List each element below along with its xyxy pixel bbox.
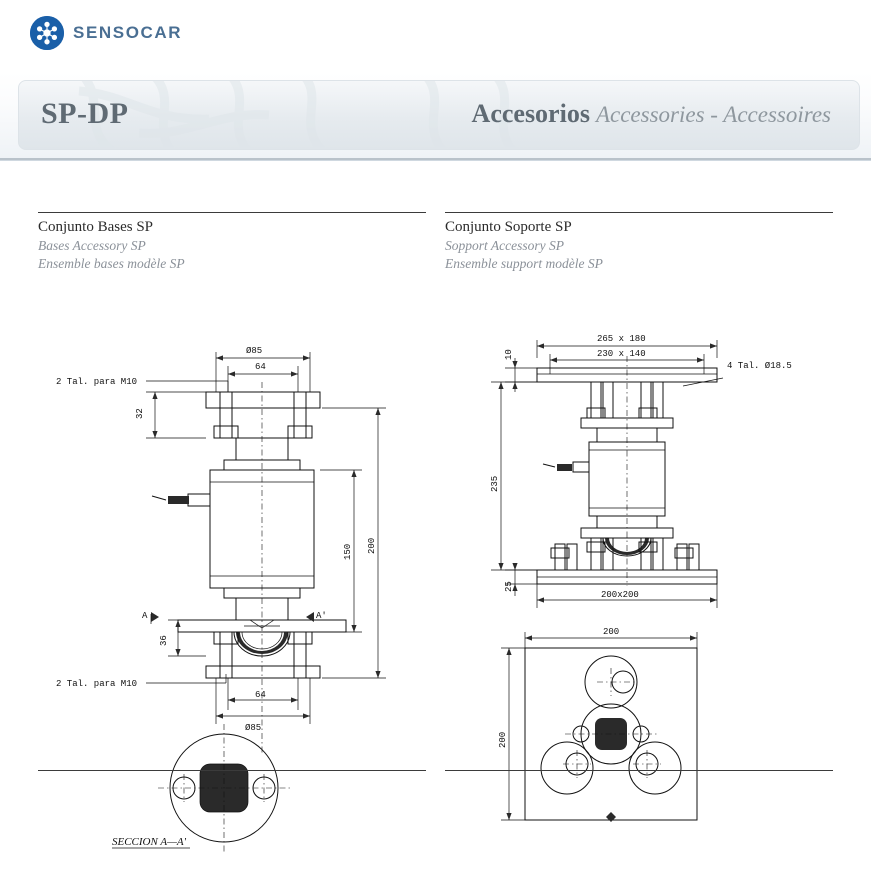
header-band bbox=[0, 0, 871, 72]
svg-text:2 Tal. para M10: 2 Tal. para M10 bbox=[56, 679, 138, 689]
svg-text:200: 200 bbox=[498, 731, 508, 748]
section-rule bbox=[445, 212, 833, 213]
section-bases-sp bbox=[38, 212, 426, 848]
svg-text:200: 200 bbox=[367, 537, 377, 554]
page-title-group bbox=[472, 99, 831, 129]
svg-text:150: 150 bbox=[343, 543, 353, 560]
page-title-main: Accesorios bbox=[471, 99, 590, 128]
svg-text:2 Tal. para M10: 2 Tal. para M10 bbox=[56, 377, 138, 387]
svg-text:Ø85: Ø85 bbox=[245, 723, 262, 733]
section-rule bbox=[38, 212, 426, 213]
svg-text:230 x 140: 230 x 140 bbox=[597, 349, 646, 359]
svg-text:36: 36 bbox=[159, 635, 169, 646]
svg-text:32: 32 bbox=[135, 408, 145, 419]
section-title-es: Conjunto Bases SP bbox=[38, 219, 154, 235]
section-title-fr: Ensemble bases modèle SP bbox=[38, 256, 185, 272]
svg-text:4 Tal. Ø18.5: 4 Tal. Ø18.5 bbox=[727, 361, 792, 371]
drawing-bases-sp bbox=[38, 296, 426, 861]
footer-rule-right bbox=[445, 770, 833, 771]
svg-text:235: 235 bbox=[490, 475, 500, 492]
svg-text:Ø85: Ø85 bbox=[246, 346, 263, 356]
svg-text:200x200: 200x200 bbox=[601, 590, 639, 600]
molecule-icon bbox=[30, 16, 64, 50]
footer-rule-left bbox=[38, 770, 426, 771]
svg-text:265 x 180: 265 x 180 bbox=[597, 334, 646, 344]
page-title-sub: Accessories - Accessoires bbox=[595, 102, 831, 127]
svg-text:A': A' bbox=[316, 611, 327, 621]
brand-name: SENSOCAR bbox=[73, 23, 183, 42]
svg-text:SECCION A—A': SECCION A—A' bbox=[112, 836, 186, 848]
section-title-en: Bases Accessory SP bbox=[38, 238, 146, 253]
title-divider bbox=[0, 158, 871, 160]
page-title-model: SP-DP bbox=[41, 97, 129, 130]
svg-text:A: A bbox=[142, 611, 148, 621]
section-title-fr: Ensemble support modèle SP bbox=[445, 256, 603, 272]
section-soporte-sp bbox=[445, 212, 833, 748]
drawing-soporte-sp bbox=[445, 296, 833, 871]
svg-text:25: 25 bbox=[504, 581, 514, 592]
svg-text:200: 200 bbox=[603, 627, 620, 637]
svg-text:10: 10 bbox=[504, 349, 514, 360]
svg-text:64: 64 bbox=[255, 690, 266, 700]
section-title-es: Conjunto Soporte SP bbox=[445, 219, 572, 235]
svg-text:64: 64 bbox=[255, 362, 266, 372]
title-band bbox=[18, 80, 860, 150]
brand-logo bbox=[30, 16, 182, 50]
section-title-en: Sopport Accessory SP bbox=[445, 238, 564, 253]
